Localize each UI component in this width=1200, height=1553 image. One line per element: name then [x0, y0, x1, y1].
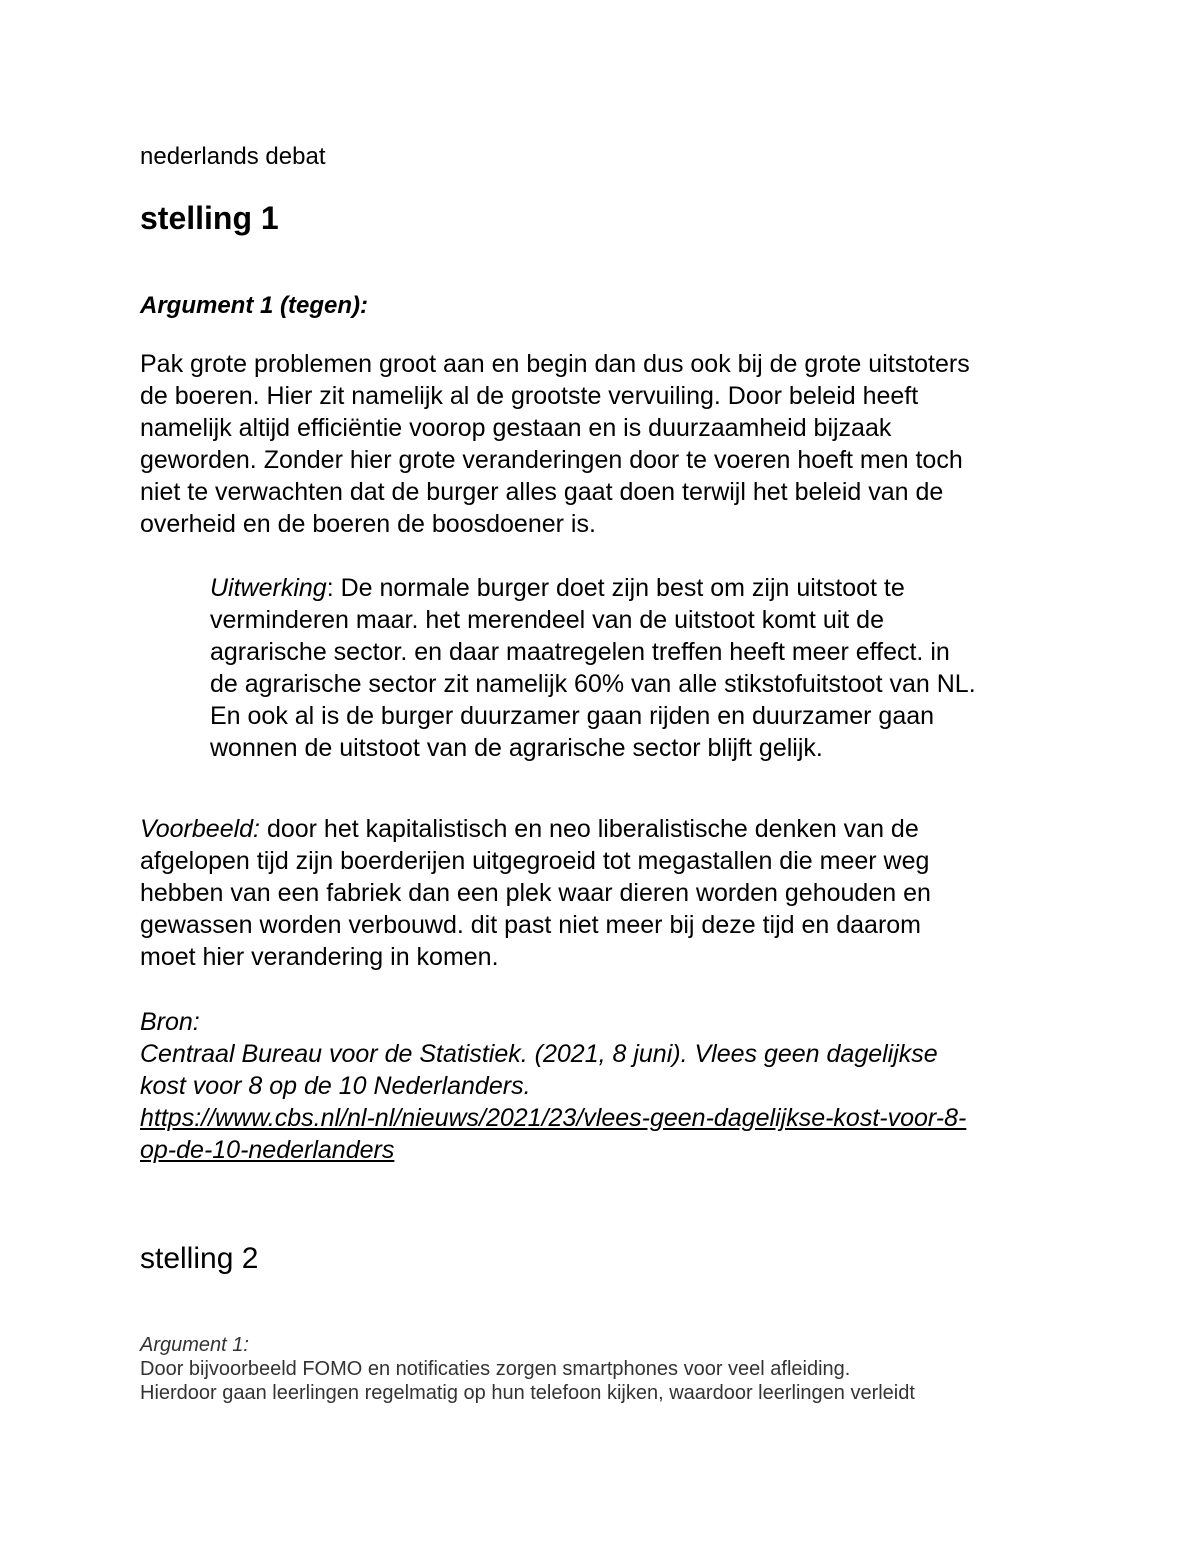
source-link[interactable] — [140, 1102, 1070, 1166]
voorbeeld-label: Voorbeeld: — [140, 815, 260, 843]
source-link-line[interactable]: op-de-10-nederlanders — [140, 1136, 395, 1164]
paragraph-line: En ook al is de burger duurzamer gaan rijden en duurzamer gaan — [210, 702, 935, 730]
voorbeeld-paragraph — [140, 813, 1070, 973]
stelling-2-heading: stelling 2 — [140, 1242, 259, 1275]
argument-1-paragraph — [140, 348, 1070, 540]
paragraph-line: afgelopen tijd zijn boerderijen uitgegroeid tot megastallen die meer weg — [140, 847, 930, 875]
bron-section — [140, 1006, 1070, 1166]
citation-line: Centraal Bureau voor de Statistiek. (2021, 8 juni). Vlees geen dagelijkse — [140, 1040, 938, 1068]
citation-line: kost voor 8 op de 10 Nederlanders. — [140, 1072, 531, 1100]
paragraph-line: moet hier verandering in komen. — [140, 943, 499, 971]
paragraph-line: gewassen worden verbouwd. dit past niet meer bij deze tijd en daarom — [140, 911, 921, 939]
paragraph-line: verminderen maar. het merendeel van de uitstoot komt uit de — [210, 606, 884, 634]
voorbeeld-line-text: door het kapitalistisch en neo liberalistische denken van de — [260, 815, 919, 843]
paragraph-line: niet te verwachten dat de burger alles gaat doen terwijl het beleid van de — [140, 478, 944, 506]
uitwerking-label: Uitwerking — [210, 574, 327, 602]
paragraph-line — [140, 813, 1070, 845]
argument-1-heading: Argument 1 (tegen): — [140, 292, 368, 319]
paragraph-line: agrarische sector. en daar maatregelen treffen heeft meer effect. in — [210, 638, 950, 666]
paragraph-line: overheid en de boeren de boosdoener is. — [140, 510, 596, 538]
paragraph-line: de agrarische sector zit namelijk 60% van alle stikstofuitstoot van NL. — [210, 670, 976, 698]
stelling-2-argument-label: Argument 1: — [140, 1334, 249, 1356]
paragraph-line — [210, 572, 1070, 604]
paragraph-line: wonnen de uitstoot van de agrarische sector blijft gelijk. — [210, 734, 823, 762]
uitwerking-line-text: : De normale burger doet zijn best om zijn uitstoot te — [326, 574, 905, 602]
paragraph-line: geworden. Zonder hier grote veranderingen door te voeren hoeft men toch — [140, 446, 963, 474]
paragraph-line: namelijk altijd efficiëntie voorop gestaan en is duurzaamheid bijzaak — [140, 414, 892, 442]
bron-label: Bron: — [140, 1008, 200, 1036]
stelling-1-heading: stelling 1 — [140, 200, 279, 236]
source-link-line[interactable]: https://www.cbs.nl/nl-nl/nieuws/2021/23/vlees-geen-dagelijkse-kost-voor-8- — [140, 1104, 967, 1132]
document-title: nederlands debat — [140, 143, 326, 170]
paragraph-line: hebben van een fabriek dan een plek waar dieren worden gehouden en — [140, 879, 931, 907]
paragraph-line: de boeren. Hier zit namelijk al de grootste vervuiling. Door beleid heeft — [140, 382, 919, 410]
uitwerking-paragraph — [210, 572, 1070, 764]
paragraph-line: Hierdoor gaan leerlingen regelmatig op hun telefoon kijken, waardoor leerlingen verleidt — [140, 1382, 915, 1404]
stelling-2-argument-paragraph — [140, 1357, 1080, 1405]
paragraph-line: Door bijvoorbeeld FOMO en notificaties zorgen smartphones voor veel afleiding. — [140, 1358, 851, 1380]
paragraph-line: Pak grote problemen groot aan en begin dan dus ook bij de grote uitstoters — [140, 350, 970, 378]
